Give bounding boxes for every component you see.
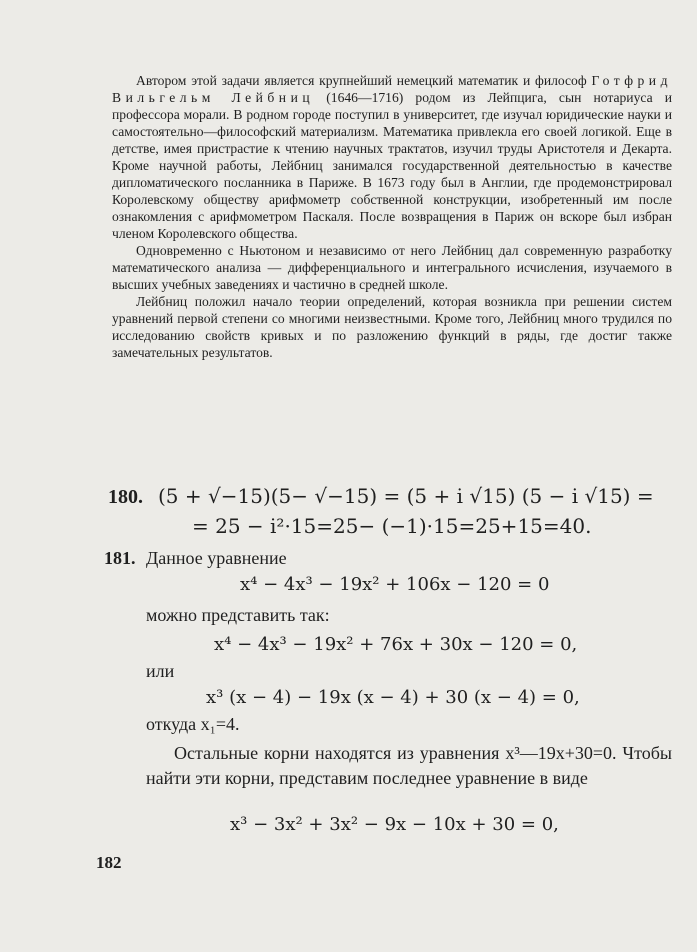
text-root: откуда x₁=4. xyxy=(146,714,240,734)
text-or: или xyxy=(146,661,175,681)
problem-181-intro: 181. Данное уравнение xyxy=(104,548,287,568)
problem-180-expression: (5 + √−15)(5− √−15) = (5 + i √15) (5 − i √15) = xyxy=(158,484,654,508)
paragraph-analysis: Одновременно с Ньютоном и независимо от него Лейбниц дал современную разработку математического анализа — дифференциального и интегрального исчисления, изучаемого в высших учебных заведениях и частично в средней школе. xyxy=(112,243,672,292)
text-represent: можно представить так: xyxy=(146,605,330,625)
paragraph-determinants: Лейбниц положил начало теории определений, которая возникла при решении систем уравнений первой степени со многими неизвестными. Кроме того, Лейбниц много трудился по исследованию свойств кривых и по разложению функций в ряды, где достиг также замечательных результатов. xyxy=(112,294,672,360)
text-remaining-roots: Остальные корни находятся из уравнения x³—19x+30=0. Чтобы найти эти корни, представим последнее уравнение в виде xyxy=(146,743,672,788)
equation-3: x³ (x − 4) − 19x (x − 4) + 30 (x − 4) = 0, xyxy=(206,687,580,708)
leibniz-name: Готфрид Вильгельм Лейбниц xyxy=(112,73,672,105)
problem-180-line1 xyxy=(108,484,654,509)
problem-180-line2: = 25 − i²·15=25− (−1)·15=25+15=40. xyxy=(192,514,592,538)
paragraph-leibniz-bio: Автором этой задачи является крупнейший немецкий математик и философ Готфрид Вильгельм Лейбниц (1646—1716) родом из Лейпцига, сын нотариуса и профессора морали. В родном городе поступил в университет, где изучал юридические науки и самостоятельно—философский материализм. Математика привлекла его своей логикой. Еще в детстве, имея пристрастие к чтению научных трактатов, изучил труды Аристотеля и Декарта. Кроме научной работы, Лейбниц занимался государственной деятельностью в качестве дипломатического посланника в Париже. В 1673 году был в Англии, где продемонстрировал Королевскому обществу арифмометр собственной конструкции, изобретенный им после ознакомления с арифмометром Паскаля. После возвращения в Париж он вскоре был избран членом Королевского общества. xyxy=(112,73,672,241)
problem-181-number: 181. xyxy=(104,548,136,568)
page-number: 182 xyxy=(96,853,122,872)
equation-4: x³ − 3x² + 3x² − 9x − 10x + 30 = 0, xyxy=(230,814,559,835)
problem-180-number: 180. xyxy=(108,486,143,508)
history-text xyxy=(112,72,672,361)
equation-2: x⁴ − 4x³ − 19x² + 76x + 30x − 120 = 0, xyxy=(214,634,578,655)
equation-1: x⁴ − 4x³ − 19x² + 106x − 120 = 0 xyxy=(240,574,550,595)
